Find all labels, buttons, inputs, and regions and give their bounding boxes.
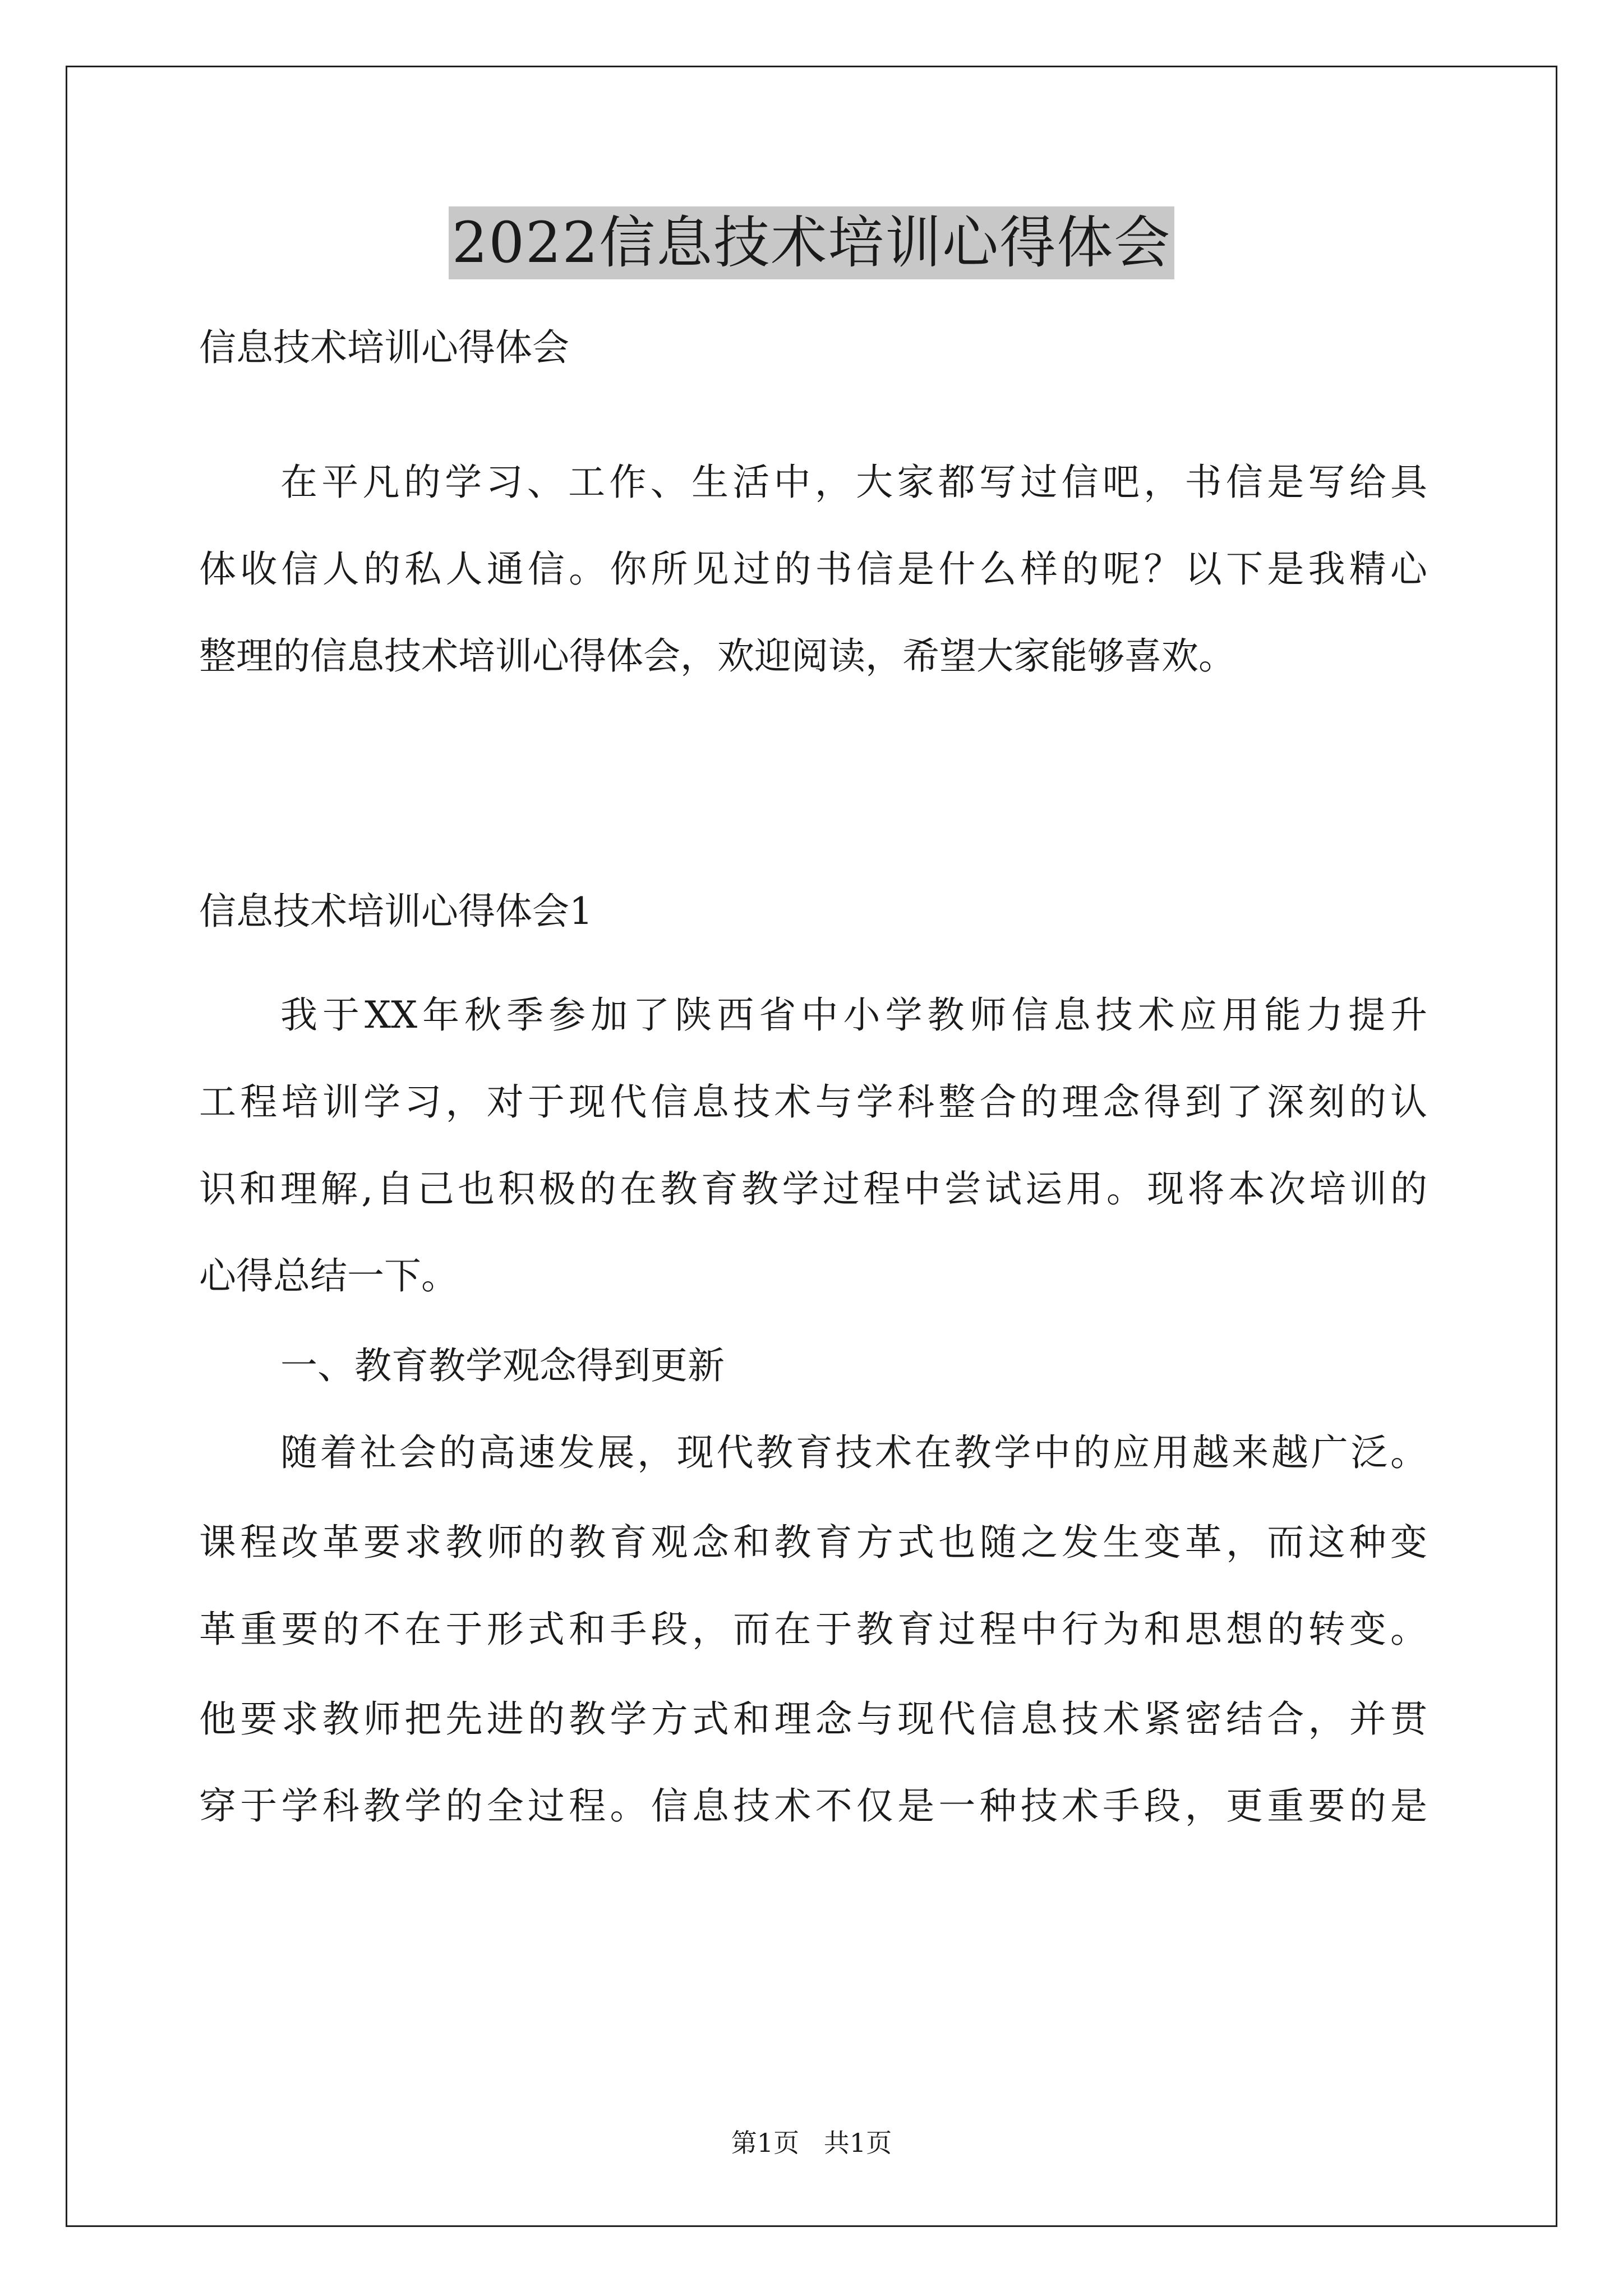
subsection-heading: 一、教育教学观念得到更新 [280, 1344, 725, 1387]
intro-heading: 信息技术培训心得体会 [199, 326, 569, 369]
page-number-footer: 第1页 共1页 [731, 2128, 892, 2158]
paragraph-line: 穿于学科教学的全过程。信息技术不仅是一种技术手段，更重要的是 [199, 1784, 1427, 1828]
paragraph-line: 识和理解,自己也积极的在教育教学过程中尝试运用。现将本次培训的 [199, 1167, 1427, 1211]
paragraph-line: 在平凡的学习、工作、生活中，大家都写过信吧，书信是写给具 [280, 461, 1427, 504]
paragraph-line: 体收信人的私人通信。你所见过的书信是什么样的呢？以下是我精心 [199, 547, 1427, 591]
document-title-wrap [0, 206, 1623, 279]
document-title: 2022信息技术培训心得体会 [449, 206, 1175, 279]
paragraph-line: 我于XX年秋季参加了陕西省中小学教师信息技术应用能力提升 [280, 993, 1427, 1037]
paragraph-line: 他要求教师把先进的教学方式和理念与现代信息技术紧密结合，并贯 [199, 1697, 1427, 1741]
paragraph-line: 整理的信息技术培训心得体会，欢迎阅读，希望大家能够喜欢。 [199, 634, 1235, 678]
paragraph-line: 随着社会的高速发展，现代教育技术在教学中的应用越来越广泛。 [280, 1431, 1427, 1474]
page-border [66, 66, 1557, 2227]
paragraph-line: 工程培训学习，对于现代信息技术与学科整合的理念得到了深刻的认 [199, 1080, 1427, 1124]
paragraph-line: 革重要的不在于形式和手段，而在于教育过程中行为和思想的转变。 [199, 1608, 1427, 1651]
section-heading: 信息技术培训心得体会1 [199, 890, 593, 933]
paragraph-line: 课程改革要求教师的教育观念和教育方式也随之发生变革，而这种变 [199, 1521, 1427, 1564]
paragraph-line: 心得总结一下。 [199, 1254, 458, 1297]
